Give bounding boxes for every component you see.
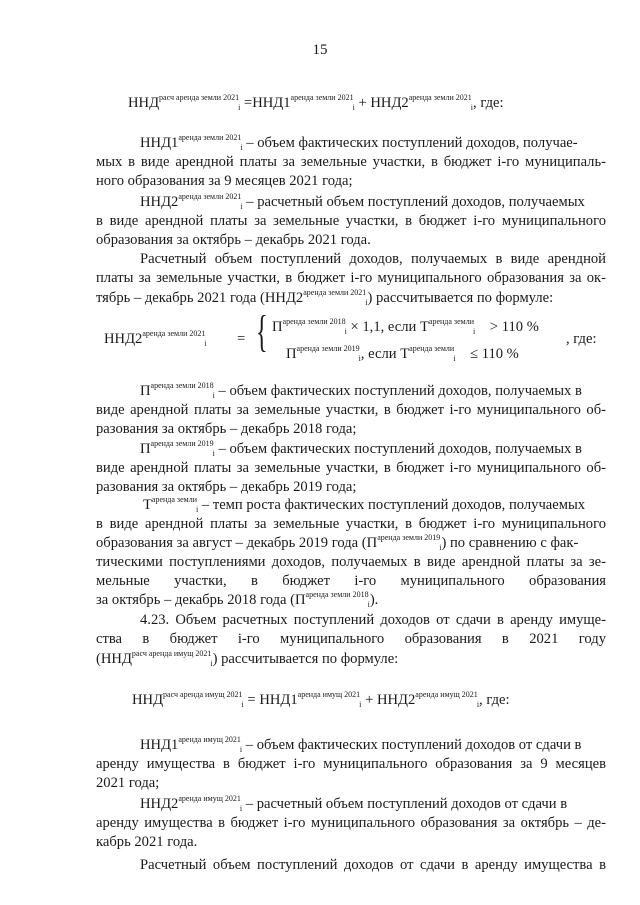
def-nnd2-property-line1: $ННД2^{аренда имущ 2021}_i$ – расчетный объем поступлений доходов от сдачи в bbox=[140, 794, 568, 813]
para-4-23-line1: 4.23. Объем расчетных поступлений доходов от сдачи в аренду имуще- bbox=[140, 612, 606, 628]
def-t-line2: в виде арендной платы за земельные участки, в бюджет i-го муниципального bbox=[96, 516, 606, 532]
def-p2019-line3: разования за октябрь – декабрь 2019 года; bbox=[96, 479, 357, 495]
page-number: 15 bbox=[312, 42, 328, 58]
def-nnd2-land-line2: в виде арендной платы за земельные участки, в бюджет i-го муниципального bbox=[96, 213, 606, 229]
def-nnd2-land-line1: $ННД2^{аренда земли 2021}_i$ – расчетный объем поступлений доходов, получаемых bbox=[140, 192, 585, 211]
formula2-lhs: $ННД2^{аренда земли 2021}_i$ bbox=[104, 329, 207, 348]
def-nnd1-land-line3: ного образования за 9 месяцев 2021 года; bbox=[96, 173, 353, 189]
def-p2018-line3: разования за октябрь – декабрь 2018 года; bbox=[96, 421, 357, 437]
def-nnd2-property-line3: кабрь 2021 года. bbox=[96, 834, 198, 850]
para-land-line3: тябрь – декабрь 2021 года $(ННД2^{аренда земли 2021}_i)$ рассчитывается по формуле: bbox=[96, 288, 554, 307]
def-nnd1-property-line2: аренду имущества в бюджет i-го муниципального образования за 9 месяцев bbox=[96, 756, 606, 772]
def-t-line4: тическими поступлениями доходов, получаемых в виде арендной платы за зе- bbox=[96, 554, 606, 570]
para-land-line2: платы за земельные участки, в бюджет i-го муниципального образования за ок- bbox=[96, 270, 606, 286]
def-nnd2-land-line3: образования за октябрь – декабрь 2021 года. bbox=[96, 232, 371, 248]
def-p2018-line1: $П^{аренда земли 2018}_i$ – объем фактических поступлений доходов, получаемых в bbox=[140, 381, 582, 400]
formula2-equals: = bbox=[237, 331, 246, 347]
def-p2019-line1: $П^{аренда земли 2019}_i$ – объем фактических поступлений доходов, получаемых в bbox=[140, 439, 582, 458]
def-t-line5: мельные участки, в бюджет i-го муниципального образования bbox=[96, 573, 606, 589]
formula2-case2: $П^{аренда земли 2019}_i$, если $Т^{аренда земли}_i$ ≤ 110 % bbox=[286, 344, 519, 363]
def-nnd1-land-line1: $ННД1^{аренда земли 2021}_i$ – объем фактических поступлений доходов, получае- bbox=[140, 133, 578, 152]
def-t-line6: за октябрь – декабрь 2018 года $(П^{аренда земли 2018}_i)$. bbox=[96, 590, 379, 609]
def-t-line3: образования за август – декабрь 2019 года $(П^{аренда земли 2019}_i)$ по сравнению с фак- bbox=[96, 533, 579, 552]
formula-land-total: $ННД^{расч аренда земли 2021}_i =ННД1^{аренда земли 2021}_i + ННД2^{аренда земли 2021}_i$, где: bbox=[128, 93, 504, 112]
formula2-case1: $П^{аренда земли 2018}_i \times 1,1$, если $Т^{аренда земли}_i$ > 110 % bbox=[272, 317, 539, 336]
def-nnd1-property-line1: $ННД1^{аренда имущ 2021}_i$ – объем фактических поступлений доходов от сдачи в bbox=[140, 735, 582, 754]
formula2-tail: , где: bbox=[566, 331, 597, 347]
para-4-23-line3: $(ННД^{расч аренда имущ 2021}_i)$ рассчитывается по формуле: bbox=[96, 649, 399, 668]
formula2-brace: { bbox=[256, 307, 268, 356]
para-property-line1: Расчетный объем поступлений доходов от сдачи в аренду имущества в bbox=[140, 857, 606, 873]
formula-property-total: $ННД^{расч аренда имущ 2021}_i = ННД1^{аренда имущ 2021}_i + ННД2^{аренда имущ 2021}_i$, где: bbox=[132, 690, 510, 709]
def-nnd1-property-line3: 2021 года; bbox=[96, 775, 160, 791]
para-land-line1: Расчетный объем поступлений доходов, получаемых в виде арендной bbox=[140, 251, 606, 267]
def-p2019-line2: виде арендной платы за земельные участки, в бюджет i-го муниципального об- bbox=[96, 460, 606, 476]
def-nnd1-land-line2: мых в виде арендной платы за земельные участки, в бюджет i-го муниципаль- bbox=[96, 154, 606, 170]
def-p2018-line2: виде арендной платы за земельные участки, в бюджет i-го муниципального об- bbox=[96, 402, 606, 418]
def-nnd2-property-line2: аренду имущества в бюджет i-го муниципального образования за октябрь – де- bbox=[96, 815, 606, 831]
def-t-line1: $Т^{аренда земли}_i$ – темп роста фактических поступлений доходов, получаемых bbox=[143, 495, 586, 514]
para-4-23-line2: ства в бюджет i-го муниципального образования в 2021 году bbox=[96, 631, 606, 647]
